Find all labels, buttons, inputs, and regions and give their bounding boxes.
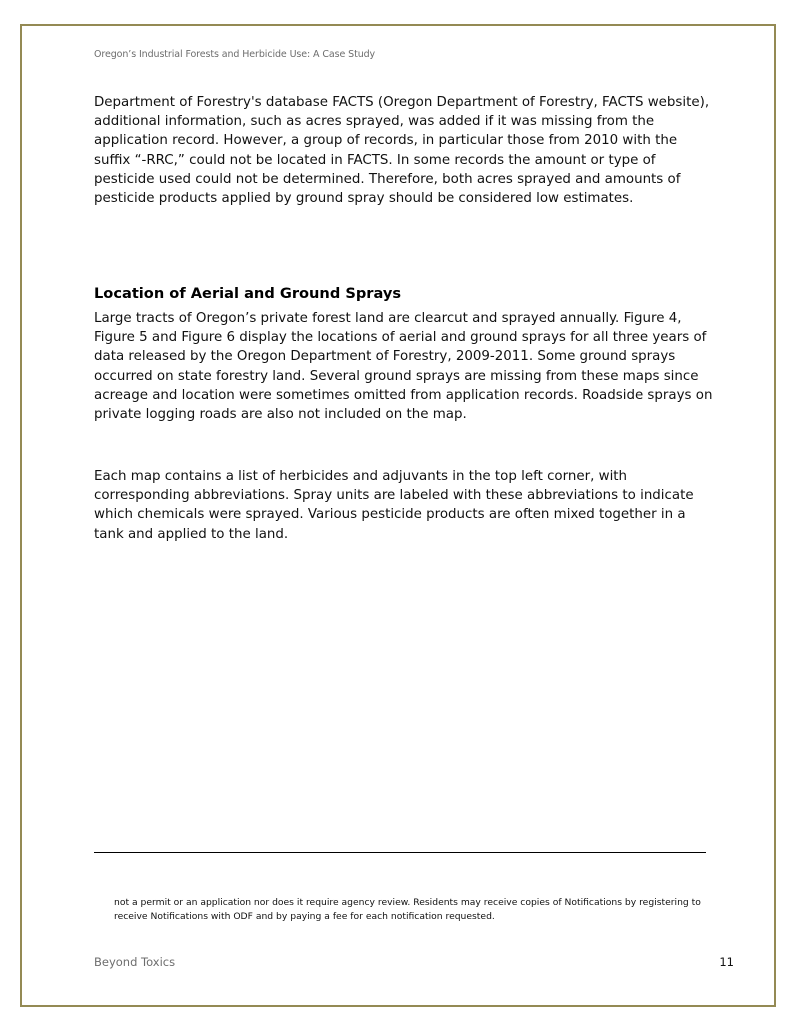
- footnote-separator: [94, 852, 706, 853]
- location-paragraph: Large tracts of Oregon’s private forest land are clearcut and sprayed annually. Figure 4, Figure 5 and Figure 6 display the locations of aerial and ground sprays for all three years of data released by the Oregon Department of Forestry, 2009-2011. Some ground sprays occurred on state forestry land. Several ground sprays are missing from these maps since acreage and location were sometimes omitted from application records. Roadside sprays on private logging roads are also not included on the map.: [94, 311, 713, 423]
- section-heading: Location of Aerial and Ground Sprays: [94, 285, 402, 302]
- page-number: 11: [719, 955, 734, 969]
- maps-paragraph: Each map contains a list of herbicides and adjuvants in the top left corner, with corresponding abbreviations. Spray units are labeled with these abbreviations to indicate which chemicals were sprayed. Various pesticide products are often mixed together in a tank and applied to the land.: [94, 469, 694, 542]
- running-header-title: Oregon’s Industrial Forests and Herbicide Use: A Case Study: [94, 49, 376, 60]
- intro-paragraph: Department of Forestry's database FACTS (Oregon Department of Forestry, FACTS website), additional information, such as acres sprayed, was added if it was missing from the application record. However, a group of records, in particular those from 2010 with the suffix “-RRC,” could not be located in FACTS. In some records the amount or type of pesticide used could not be determined. Therefore, both acres sprayed and amounts of pesticide products applied by ground spray should be considered low estimates.: [94, 95, 710, 207]
- footer-organization: Beyond Toxics: [94, 955, 176, 969]
- footnote-text: not a permit or an application nor does it require agency review. Residents may receive copies of Notifications by registering to receive Notifications with ODF and by paying a fee for each notification requested.: [114, 897, 701, 922]
